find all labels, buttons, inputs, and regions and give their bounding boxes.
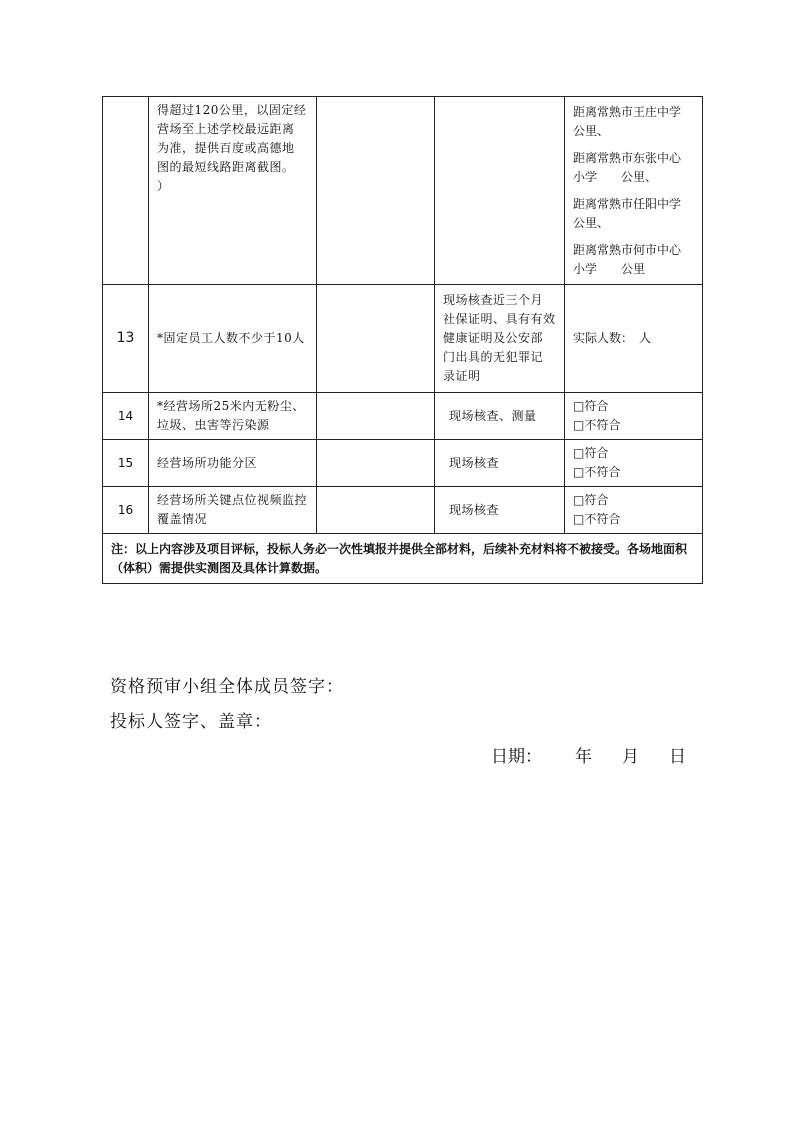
method-text: 社保证明、具有有效 <box>443 312 556 326</box>
bidder-signature-label: 投标人签字、盖章： <box>110 712 272 732</box>
method-cell <box>435 285 565 393</box>
panel-signature-label: 资格预审小组全体成员签字： <box>110 677 344 697</box>
requirement-text: ） <box>157 179 170 193</box>
actual-text: 距离常熟市王庄中学 <box>573 105 682 119</box>
actual-cell <box>565 440 703 487</box>
requirement-text: 为准，提供百度或高德地 <box>157 141 295 155</box>
day-label: 日 <box>669 747 686 767</box>
qualification-table <box>102 96 703 584</box>
table-row-continued <box>103 97 703 285</box>
table-row <box>103 393 703 440</box>
method-cell: 现场核查 <box>435 440 565 487</box>
method-cell <box>435 97 565 285</box>
blank-cell <box>317 97 435 285</box>
requirement-cell <box>149 97 317 285</box>
comply-checkbox[interactable]: □符合 <box>573 493 609 507</box>
method-text: 录证明 <box>443 369 481 383</box>
method-text: 现场核查近三个月 <box>443 293 544 307</box>
row-number-cell: 14 <box>103 393 149 440</box>
actual-text: 小学 公里 <box>573 262 646 276</box>
row-number-cell: 13 <box>103 285 149 393</box>
note-row <box>103 534 703 584</box>
table-row <box>103 487 703 534</box>
blank-cell <box>317 393 435 440</box>
method-text: 健康证明及公安部 <box>443 331 544 345</box>
not-comply-checkbox[interactable]: □不符合 <box>573 465 621 479</box>
requirement-text: 图的最短线路距离截图。 <box>157 160 295 174</box>
method-cell: 现场核查 <box>435 487 565 534</box>
requirement-cell: *固定员工人数不少于10人 <box>149 285 317 393</box>
blank-cell <box>317 440 435 487</box>
actual-text: 公里、 <box>573 216 610 230</box>
actual-cell <box>565 97 703 285</box>
not-comply-checkbox[interactable]: □不符合 <box>573 512 621 526</box>
actual-cell <box>565 393 703 440</box>
month-label: 月 <box>622 747 639 767</box>
table-row <box>103 440 703 487</box>
actual-cell <box>565 487 703 534</box>
date-label: 日期： <box>491 747 542 767</box>
actual-text: 小学 公里、 <box>573 170 658 184</box>
comply-checkbox[interactable]: □符合 <box>573 446 609 460</box>
actual-text: 公里、 <box>573 124 610 138</box>
blank-cell <box>317 487 435 534</box>
method-cell: 现场核查、测量 <box>435 393 565 440</box>
actual-text: 距离常熟市任阳中学 <box>573 197 682 211</box>
row-number-cell <box>103 97 149 285</box>
comply-checkbox[interactable]: □符合 <box>573 399 609 413</box>
actual-cell <box>565 285 703 393</box>
method-text: 门出具的无犯罪记 <box>443 350 544 364</box>
actual-count-field[interactable]: 实际人数： 人 <box>573 331 652 345</box>
requirement-text: 得超过120公里，以固定经 <box>157 103 307 117</box>
actual-text: 距离常熟市东张中心 <box>573 151 682 165</box>
row-number-cell: 16 <box>103 487 149 534</box>
blank-cell <box>317 285 435 393</box>
year-label: 年 <box>575 747 592 767</box>
row-number-cell: 15 <box>103 440 149 487</box>
actual-text: 距离常熟市何市中心 <box>573 243 682 257</box>
table-row <box>103 285 703 393</box>
table-note: 注：以上内容涉及项目评标，投标人务必一次性填报并提供全部材料，后续补充材料将不被接受。各场地面积（体积）需提供实测图及具体计算数据。 <box>103 534 703 584</box>
not-comply-checkbox[interactable]: □不符合 <box>573 418 621 432</box>
requirement-cell: 经营场所关键点位视频监控覆盖情况 <box>149 487 317 534</box>
requirement-cell: *经营场所25米内无粉尘、垃圾、虫害等污染源 <box>149 393 317 440</box>
requirement-cell: 经营场所功能分区 <box>149 440 317 487</box>
requirement-text: 营场至上述学校最远距离 <box>157 122 295 136</box>
